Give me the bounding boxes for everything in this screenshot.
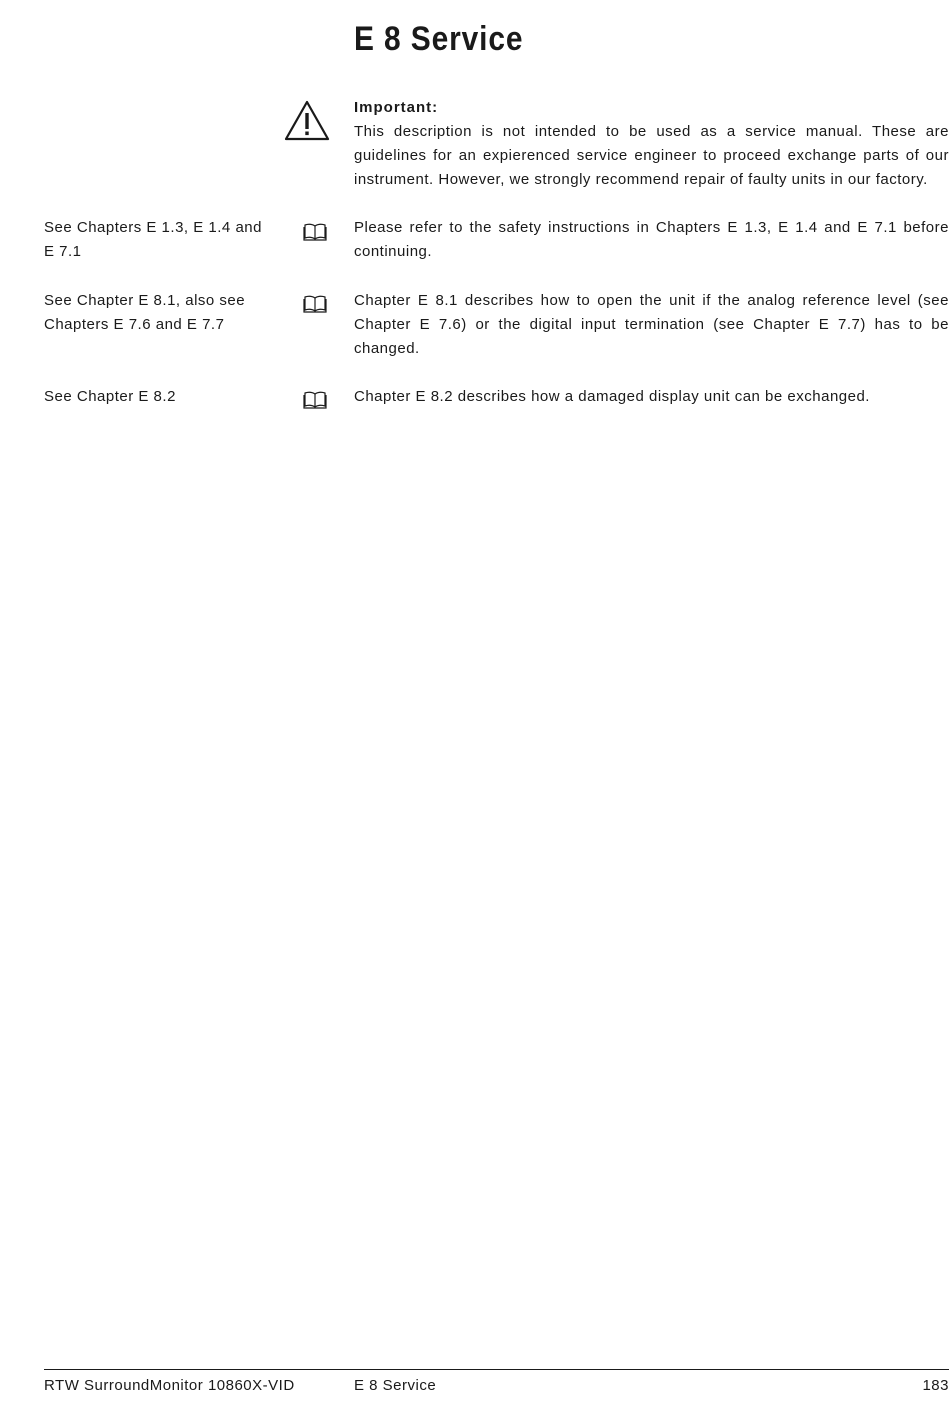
side-reference-safety: See Chapters E 1.3, E 1.4 and E 7.1 [44,219,262,260]
display-exchange-text: Chapter E 8.2 describes how a damaged display unit can be exchanged. [354,388,870,405]
book-icon [303,295,327,313]
page-title: E 8 Service [354,20,524,58]
open-unit-text: Chapter E 8.1 describes how to open the unit if the analog reference level (see Chapter E 7.6) or the digital input termination (see Chapter E 7.7) has to be changed. [354,292,949,357]
side-reference-display: See Chapter E 8.2 [44,388,176,405]
important-label: Important: [354,99,439,116]
safety-text: Please refer to the safety instructions in Chapters E 1.3, E 1.4 and E 7.1 before continuing. [354,219,949,260]
footer-chapter: E 8 Service [354,1377,437,1394]
footer-product: RTW SurroundMonitor 10860X-VID [44,1377,295,1394]
footer-divider [44,1369,949,1370]
side-reference-open-unit: See Chapter E 8.1, also see Chapters E 7.6 and E 7.7 [44,292,246,333]
book-icon [303,391,327,409]
warning-triangle-icon [284,99,330,141]
important-text: This description is not intended to be used as a service manual. These are guidelines for an expierenced service engineer to proceed exchange parts of our instrument. However, we strongly recommend repair of faulty units in our factory. [354,123,949,188]
book-icon [303,223,327,241]
footer-page-number: 183 [922,1377,949,1394]
